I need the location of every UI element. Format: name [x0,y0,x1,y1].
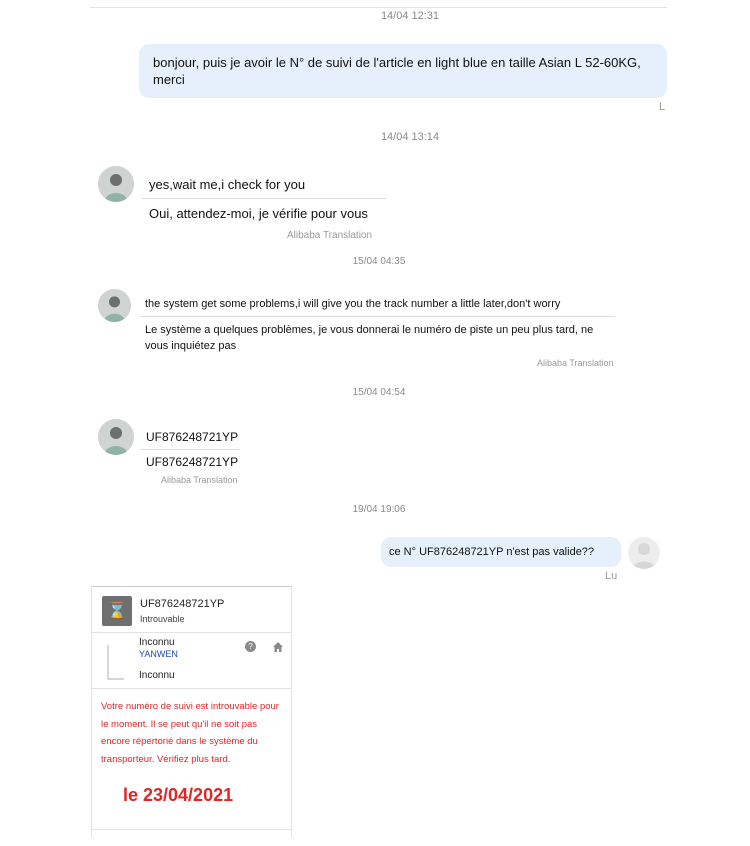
incoming-message-original[interactable]: UF876248721YP [146,430,239,444]
seller-avatar[interactable] [98,166,134,202]
help-icon[interactable]: ? [245,641,256,652]
translation-divider [140,449,240,450]
date-annotation: le 23/04/2021 [123,785,234,805]
top-divider [90,7,667,8]
timestamp: 19/04 19:06 [352,504,406,515]
timestamp: 14/04 12:31 [380,10,440,22]
tracking-card [91,586,292,838]
hourglass-icon: ⌛ [102,596,132,626]
translation-credit: Alibaba Translation [161,475,238,485]
home-icon[interactable] [272,641,284,653]
seller-avatar[interactable] [98,419,134,455]
tracking-status: Introuvable [140,614,185,624]
incoming-message-translation[interactable]: Le système a quelques problèmes, je vous donnerai le numéro de piste un peu plus tard, ne vous inquiétez pas [145,324,594,352]
sender-name: Lu [605,570,618,582]
timestamp: 15/04 04:35 [352,256,406,267]
card-divider [92,688,291,689]
timestamp: 14/04 13:14 [380,131,440,143]
origin-country: Inconnu [139,637,175,648]
timestamp: 15/04 04:54 [352,387,406,398]
translation-credit: Alibaba Translation [537,358,614,368]
avatar-icon [628,537,660,569]
translation-divider [142,198,386,199]
sender-initial: L [659,101,666,113]
outgoing-message[interactable]: bonjour, puis je avoir le N° de suivi de l'article en light blue en taille Asian L 52-60KG, merci [139,44,667,98]
card-divider [92,829,291,830]
avatar-icon [98,166,134,202]
route-line-icon [104,643,126,683]
avatar-icon [98,419,134,455]
outgoing-message[interactable]: ce N° UF876248721YP n'est pas valide?? [381,537,621,567]
tracking-number: UF876248721YP [140,598,225,610]
incoming-message-original[interactable]: yes,wait me,i check for you [149,177,306,192]
user-avatar[interactable] [628,537,660,569]
carrier-name[interactable]: YANWEN [139,649,178,659]
destination-country: Inconnu [139,670,175,681]
error-message: Votre numéro de suivi est introuvable pour le moment. Il se peut qu'il ne soit pas encore répertorié dans le système du transporteur. Vérifiez plus tard. [101,701,279,765]
incoming-message-translation[interactable]: Oui, attendez-moi, je vérifie pour vous [149,206,368,221]
avatar-icon [98,289,131,322]
translation-credit: Alibaba Translation [287,230,373,241]
seller-avatar[interactable] [98,289,131,322]
incoming-message-translation[interactable]: UF876248721YP [146,455,239,469]
translation-divider [140,316,615,317]
incoming-message-original[interactable]: the system get some problems,i will give you the track number a little later,don't worry [145,298,561,310]
card-divider [92,632,291,633]
